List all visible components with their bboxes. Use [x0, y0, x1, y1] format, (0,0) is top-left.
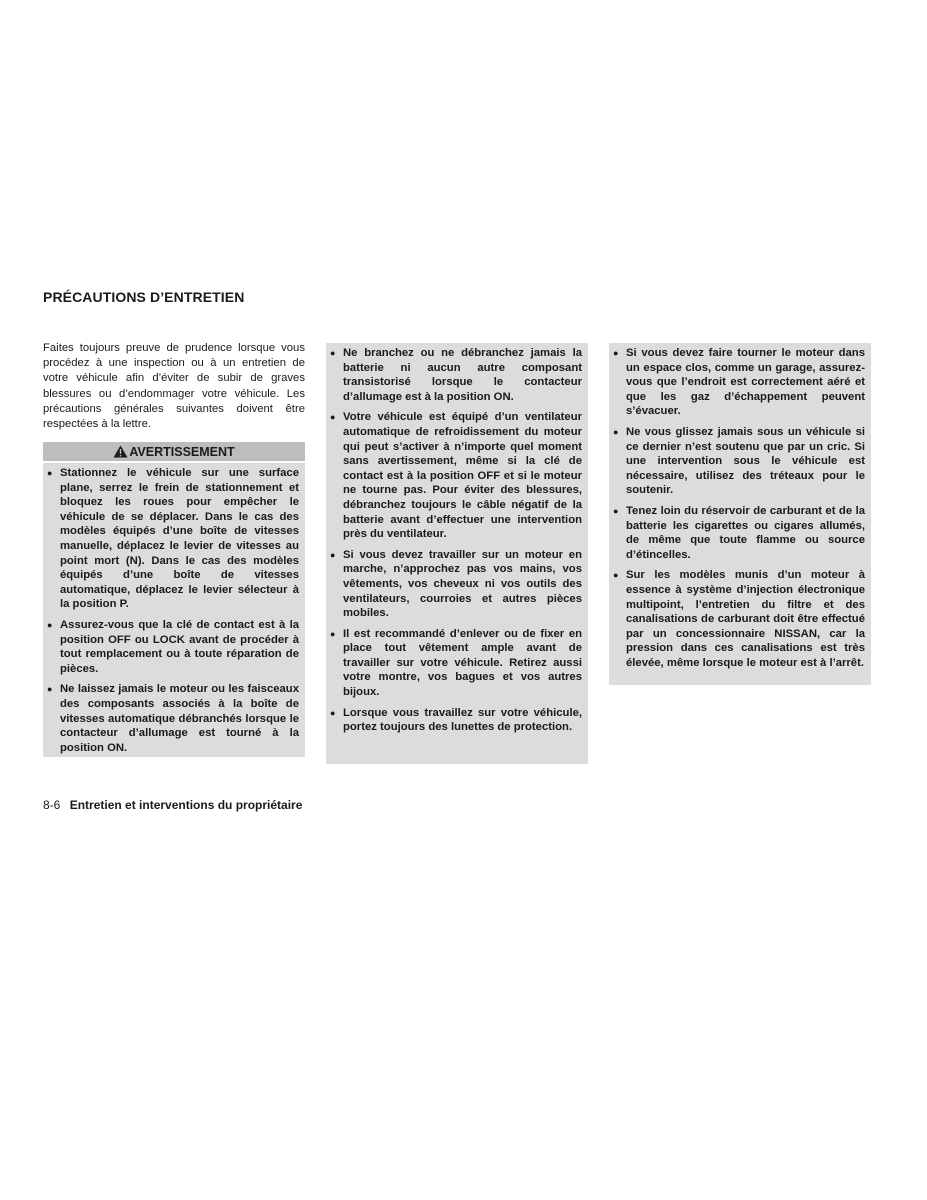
- list-item: ● Lorsque vous travaillez sur votre véhicule, portez toujours des lunettes de protection.: [330, 706, 582, 735]
- list-item: ● Tenez loin du réservoir de carburant et de la batterie les cigarettes ou cigares allumés, de même que toute flamme ou source d’étincelles.: [613, 504, 865, 562]
- warning-list-left: [47, 466, 299, 755]
- page-number: 8-6: [43, 798, 61, 812]
- list-item: ● Votre véhicule est équipé d’un ventilateur automatique de refroidissement du moteur qui peut s’activer à n’importe quel moment sans avertissement, même si la clé de contact est à la position OFF et si le moteur ne tourne pas. Pour éviter des blessures, débranchez toujours le câble négatif de la batterie avant d’effectuer une intervention près du ventilateur.: [330, 410, 582, 541]
- chapter-title: Entretien et interventions du propriétaire: [69, 798, 303, 812]
- list-item: ● Stationnez le véhicule sur une surface plane, serrez le frein de stationnement et bloquez les roues pour empêcher le véhicule de se déplacer. Dans le cas des modèles équipés d’une boîte de vitesses manuelle, déplacez le levier de vitesses au point mort (N). Dans le cas des modèles équipés d’une boîte de vitesses automatique, déplacez le levier sélecteur à la position P.: [47, 466, 299, 612]
- list-item: ● Si vous devez travailler sur un moteur en marche, n’approchez pas vos mains, vos vêtements, vos cheveux ni vos outils des ventilateurs, courroies et autres pièces mobiles.: [330, 548, 582, 621]
- warning-triangle-icon: [113, 445, 128, 458]
- warning-box-middle: [326, 343, 588, 764]
- warning-list-right: [613, 346, 865, 670]
- warning-box-left: [43, 463, 305, 757]
- list-item: ● Il est recommandé d’enlever ou de fixer en place tout vêtement ample avant de travailler sur votre véhicule. Retirez aussi votre montre, vos bagues et vos autres bijoux.: [330, 627, 582, 700]
- warning-header: [43, 442, 305, 461]
- section-title: PRÉCAUTIONS D’ENTRETIEN: [43, 289, 245, 305]
- list-item: ● Ne vous glissez jamais sous un véhicule si ce dernier n’est soutenu que par un cric. Si une intervention sous le véhicule est nécessaire, utilisez des tréteaux pour le soutenir.: [613, 425, 865, 498]
- list-item: ● Assurez-vous que la clé de contact est à la position OFF ou LOCK avant de procéder à tout remplacement ou à toute réparation de pièces.: [47, 618, 299, 676]
- list-item: ● Ne laissez jamais le moteur ou les faisceaux des composants associés à la boîte de vitesses automatique débranchés lorsque le contacteur d’allumage est tourné à la position ON.: [47, 682, 299, 755]
- warning-label: AVERTISSEMENT: [129, 444, 235, 459]
- warning-list-middle: [330, 346, 582, 735]
- warning-box-right: [609, 343, 871, 685]
- intro-paragraph: Faites toujours preuve de prudence lorsque vous procédez à une inspection ou à un entretien de votre véhicule afin d’éviter de subir de graves blessures ou d’endommager votre véhicule. Les précautions générales suivantes doivent être respectées à la lettre.: [43, 342, 305, 431]
- page-footer: [43, 798, 302, 812]
- list-item: ● Sur les modèles munis d’un moteur à essence à système d’injection électronique multipoint, l’entretien du filtre et des canalisations de carburant doit être effectué par un concessionnaire NISSAN, car la pression dans ces canalisations est très élevée, même lorsque le moteur est à l’arrêt.: [613, 568, 865, 670]
- list-item: ● Si vous devez faire tourner le moteur dans un espace clos, comme un garage, assurez-vous que l’endroit est correctement aéré et que les gaz d’échappement peuvent s’évacuer.: [613, 346, 865, 419]
- list-item: ● Ne branchez ou ne débranchez jamais la batterie ni aucun autre composant transistorisé lorsque le contacteur d’allumage est à la position ON.: [330, 346, 582, 404]
